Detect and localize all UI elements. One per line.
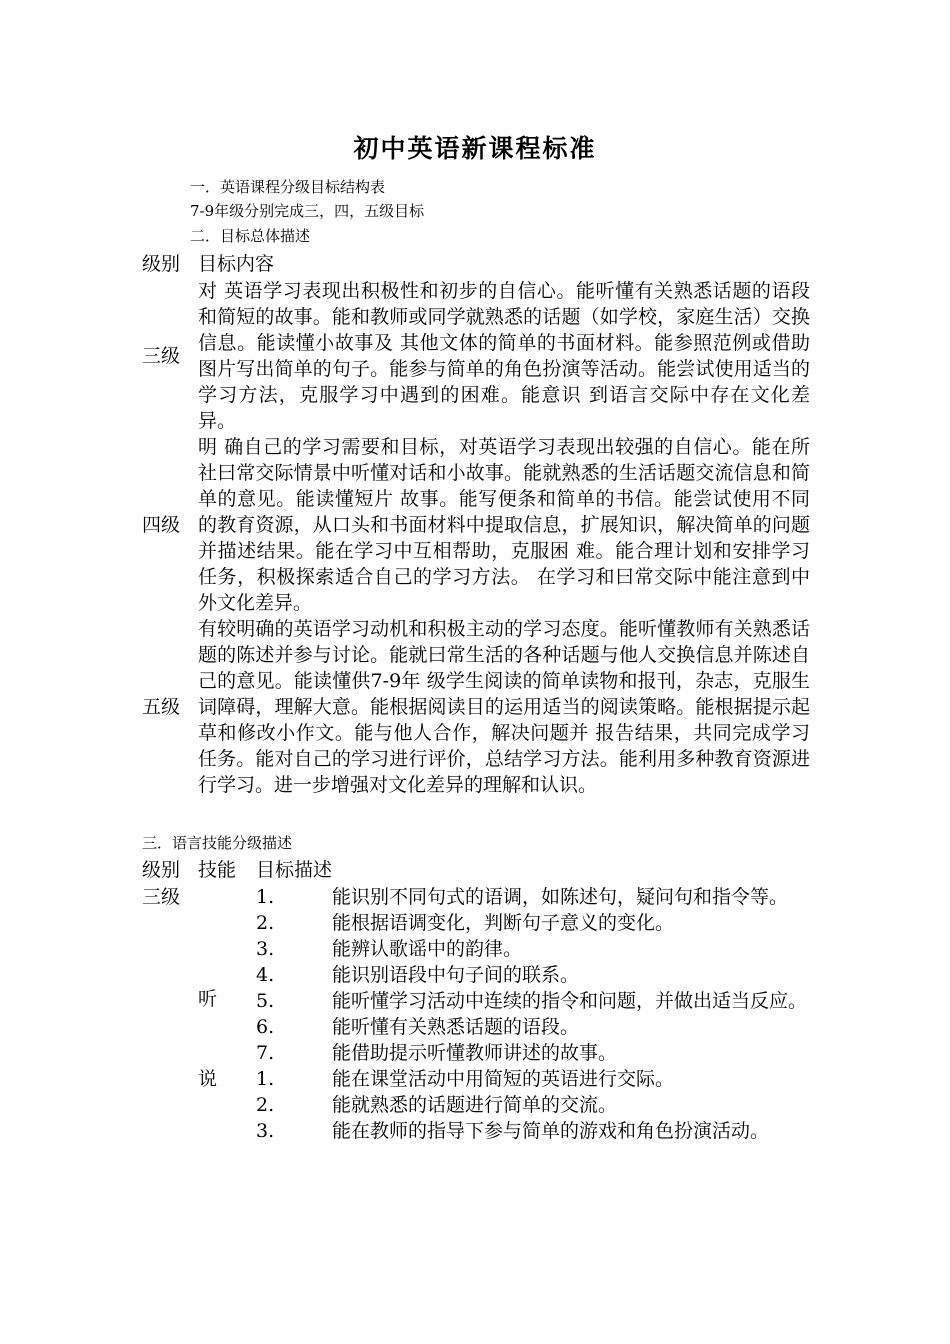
- goals-table: [142, 278, 822, 798]
- grade-note: 7-9年级分别完成三，四，五级目标: [190, 202, 425, 220]
- item-text: 能根据语调变化，判断句子意义的变化。: [332, 912, 675, 934]
- goals-header-level: 级别: [142, 253, 181, 275]
- section2-heading: 二．目标总体描述: [190, 227, 311, 245]
- page-title: 初中英语新课程标准: [353, 134, 597, 163]
- skills-header-level: 级别: [142, 859, 181, 881]
- list-item: [256, 962, 812, 988]
- list-item: [256, 1040, 812, 1066]
- item-number: 7.: [256, 1042, 275, 1064]
- skills-header-desc: 目标描述: [256, 859, 333, 881]
- list-item: [256, 1014, 812, 1040]
- goal-row-level5: [142, 616, 822, 798]
- list-item: [256, 936, 812, 962]
- item-number: 3.: [256, 938, 275, 960]
- section1-heading: 一．英语课程分级目标结构表: [190, 178, 386, 196]
- skill-name-speaking: 说: [198, 1068, 218, 1090]
- goal-level: 五级: [142, 696, 181, 718]
- item-text: 能辨认歌谣中的韵律。: [332, 938, 523, 960]
- item-number: 5.: [256, 990, 275, 1012]
- goal-row-level4: [142, 434, 822, 616]
- item-text: 能在课堂活动中用简短的英语进行交际。: [332, 1068, 675, 1090]
- skill-group-listening: [142, 884, 822, 1066]
- goal-text: 对 英语学习表现出积极性和初步的自信心。能听懂有关熟悉话题的语段和简短的故事。能和教师或同学就熟悉的话题（如学校，家庭生活）交换信息。能读懂小故事及 其他文体的简单的书面材料。能参照范例或借助图片写出简单的句子。能参与简单的角色扮演等活动。能尝试使用适当的学习方法，克服学习中遇到的困难。能意识 到语言交际中存在文化差异。: [198, 280, 810, 432]
- item-number: 2.: [256, 1094, 275, 1116]
- list-item: [256, 988, 812, 1014]
- item-text: 能听懂有关熟悉话题的语段。: [332, 1016, 580, 1038]
- skills-header-skill: 技能: [198, 859, 237, 881]
- item-number: 4.: [256, 964, 275, 986]
- list-item: [256, 910, 812, 936]
- goal-level: 四级: [142, 514, 181, 536]
- item-text: 能借助提示听懂教师讲述的故事。: [332, 1042, 618, 1064]
- skill-level: 三级: [142, 886, 181, 908]
- item-text: 能识别语段中句子间的联系。: [332, 964, 580, 986]
- item-number: 6.: [256, 1016, 275, 1038]
- goal-text: 明 确自己的学习需要和目标，对英语学习表现出较强的自信心。能在所社曰常交际情景中听懂对话和小故事。能就熟悉的生活话题交流信息和简单的意见。能读懂短片 故事。能写便条和简单的书信。能尝试使用不同的教育资源，从口头和书面材料中提取信息，扩展知识，解决简单的问题并描述结果。能在学习中互相帮助，克服困 难。能合理计划和安排学习任务，积极探索适合自己的学习方法。 在学习和曰常交际中能注意到中外文化差异。: [198, 436, 810, 614]
- goals-header-content: 目标内容: [198, 253, 275, 275]
- item-number: 3.: [256, 1120, 275, 1142]
- item-text: 能识别不同句式的语调，如陈述句，疑问句和指令等。: [332, 886, 789, 908]
- list-item: [256, 1066, 812, 1092]
- section3-heading: 三．语言技能分级描述: [142, 834, 293, 852]
- item-text: 能就熟悉的话题进行简单的交流。: [332, 1094, 618, 1116]
- list-item: [256, 1118, 812, 1144]
- goal-row-level3: [142, 278, 822, 434]
- skill-name-listening: 听: [198, 988, 218, 1010]
- item-number: 2.: [256, 912, 275, 934]
- list-item: [256, 884, 812, 910]
- goal-level: 三级: [142, 345, 181, 367]
- item-text: 能听懂学习活动中连续的指令和问题，并做出适当反应。: [332, 990, 808, 1012]
- skills-table: [142, 884, 822, 1144]
- item-number: 1.: [256, 1068, 275, 1090]
- skill-group-speaking: [142, 1066, 822, 1144]
- item-number: 1.: [256, 886, 275, 908]
- item-text: 能在教师的指导下参与简单的游戏和角色扮演活动。: [332, 1120, 770, 1142]
- goal-text: 有较明确的英语学习动机和积极主动的学习态度。能听懂教师有关熟悉话题的陈述并参与讨论。能就曰常生活的各种话题与他人交换信息并陈述自己的意见。能读懂供7-9年 级学生阅读的简单读物和报刊，杂志，克服生词障碍，理解大意。能根据阅读目的运用适当的阅读策略。能根据提示起草和修改小作文。能与他人合作，解决问题并 报告结果，共同完成学习任务。能对自己的学习进行评价，总结学习方法。能利用多种教育资源进行学习。进一步增强对文化差异的理解和认识。: [198, 618, 810, 796]
- list-item: [256, 1092, 812, 1118]
